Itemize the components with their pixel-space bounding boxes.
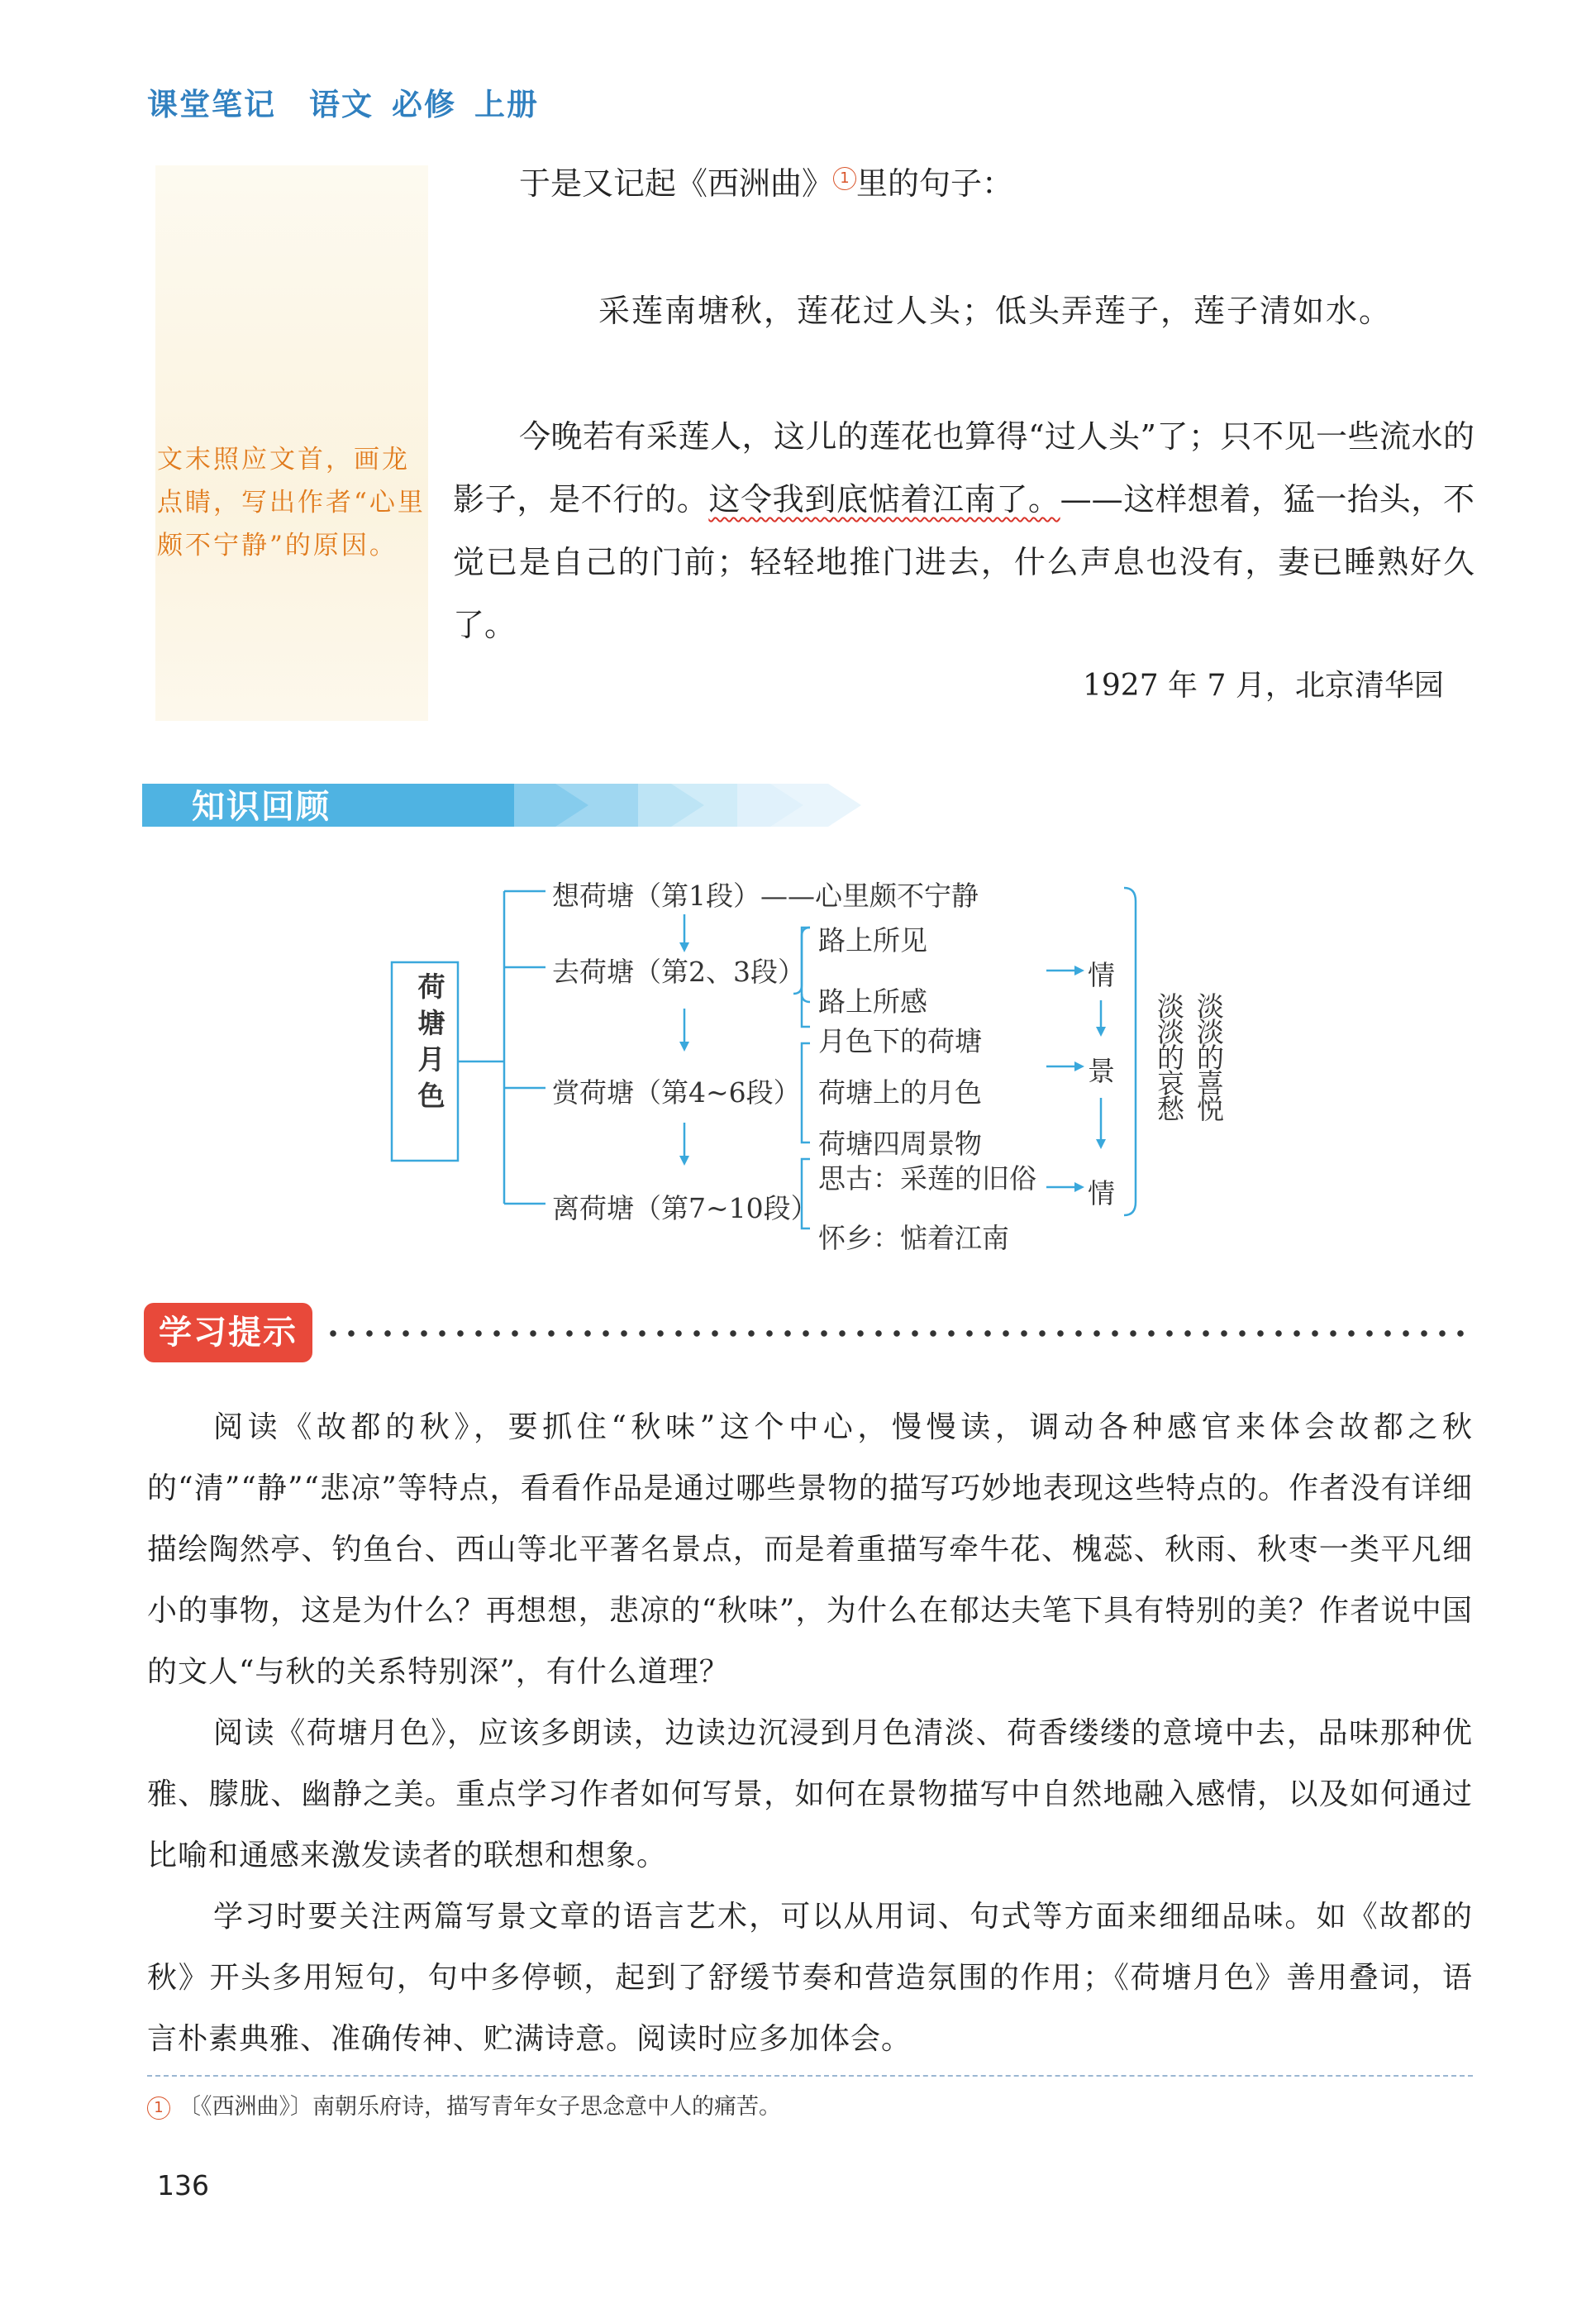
- detail-item: 月色下的荷塘: [818, 1025, 982, 1057]
- branch-1-note: ——心里颇不宁静: [760, 880, 979, 912]
- running-header: [147, 79, 572, 124]
- tips-paragraph-2: 阅读《荷塘月色》，应该多朗读，边读边沉浸到月色清淡、荷香缕缕的意境中去，品味那种优雅、朦胧、幽静之美。重点学习作者如何写景，如何在景物描写中自然地融入感情，以及如何通过比喻和通感来激发读者的联想和想象。: [147, 1716, 1473, 1872]
- passage-paragraph: [453, 405, 1475, 656]
- header-book: 课堂笔记: [147, 87, 276, 122]
- mood-sorrow: 淡淡的哀愁: [1153, 992, 1185, 1120]
- detail-item: 路上所见: [818, 924, 927, 956]
- detail-item: 路上所感: [818, 985, 927, 1018]
- detail-item: 荷塘上的月色: [818, 1076, 982, 1109]
- branch-1-label: 想荷塘（第1段）: [552, 880, 760, 912]
- diagram-root-label: 荷塘月色: [417, 971, 445, 1112]
- branch-3-label: 赏荷塘（第4~6段）: [552, 1076, 801, 1109]
- branch-2-label: 去荷塘（第2、3段）: [552, 956, 805, 988]
- mood-joy: 淡淡的喜悦: [1193, 992, 1225, 1120]
- header-subject: 语文: [309, 87, 374, 122]
- review-title: 知识回顾: [192, 788, 331, 826]
- signature: 1927 年 7 月，北京清华园: [1083, 669, 1444, 703]
- para-wavy-highlight: 这令我到底惦着江南了。: [708, 481, 1060, 518]
- intro-text: 于是又记起《西洲曲》: [519, 165, 834, 202]
- detail-item: 思古：采莲的旧俗: [818, 1162, 1036, 1195]
- emotion-2: 景: [1088, 1055, 1115, 1087]
- footnote-rule: [147, 2075, 1473, 2077]
- footnote-text: 〔《西洲曲》〕南朝乐府诗，描写青年女子思念意中人的痛苦。: [179, 2094, 781, 2120]
- intro-text-end: 里的句子：: [856, 165, 1014, 202]
- branch-4-label: 离荷塘（第7~10段）: [552, 1192, 818, 1224]
- emotion-3: 情: [1088, 1177, 1115, 1209]
- page-number: 136: [157, 2169, 209, 2201]
- footnote: [147, 2088, 781, 2120]
- detail-item: 荷塘四周景物: [818, 1128, 982, 1160]
- footnote-number: 1: [147, 2096, 170, 2120]
- branch-1: [552, 875, 979, 913]
- tips-dotted-rule: [324, 1329, 1473, 1338]
- margin-note: 文末照应文首，画龙点睛，写出作者“心里颇不宁静”的原因。: [157, 445, 426, 560]
- header-volume: 上册: [474, 87, 539, 122]
- passage-intro: [519, 152, 1013, 215]
- detail-item: 怀乡：惦着江南: [818, 1222, 1009, 1254]
- footnote-ref[interactable]: 1: [833, 167, 856, 190]
- para-end: ——这样想着，猛一抬头，不觉已是自己的门前；轻轻地推门进去，什么声息也没有，妻已睡熟好久了。: [453, 481, 1475, 643]
- tips-paragraph-3: 学习时要关注两篇写景文章的语言艺术，可以从用词、句式等方面来细细品味。如《故都的秋》开头多用短句，句中多停顿，起到了舒缓节奏和营造氛围的作用；《荷塘月色》善用叠词，语言朴素典雅、准确传神、贮满诗意。阅读时应多加体会。: [147, 1900, 1473, 2056]
- poem-quote: 采莲南塘秋，莲花过人头；低头弄莲子，莲子清如水。: [598, 293, 1393, 329]
- tips-badge: 学习提示: [144, 1303, 312, 1362]
- emotion-1: 情: [1088, 959, 1115, 991]
- tips-paragraph-1: 阅读《故都的秋》，要抓住“秋味”这个中心，慢慢读，调动各种感官来体会故都之秋的“清”“静”“悲凉”等特点，看看作品是通过哪些景物的描写巧妙地表现这些特点的。作者没有详细描绘陶然亭、钓鱼台、西山等北平著名景点，而是着重描写牵牛花、槐蕊、秋雨、秋枣一类平凡细小的事物，这是为什么？再想想，悲凉的“秋味”，为什么在郁达夫笔下具有特别的美？作者说中国的文人“与秋的关系特别深”，有什么道理？: [147, 1410, 1473, 1689]
- header-level: 必修: [392, 87, 456, 122]
- para-start: 今晚若有采莲人，这儿的莲花也算得“过人头”了；只不见一些流水的影子，是不行的。: [453, 418, 1475, 518]
